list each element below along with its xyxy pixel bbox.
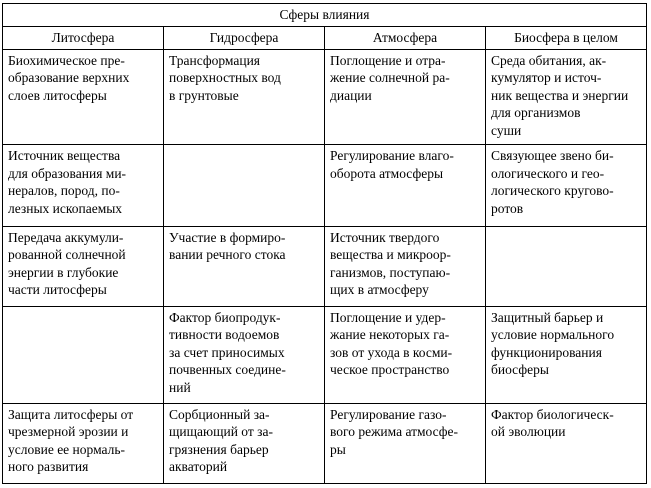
cell-text: Поглощение и удер- жание некоторых га- зов от ухода в косми- ческое пространство [330,309,453,378]
cell-text: Регулирование влаго- оборота атмосферы [330,148,454,181]
cell-text: Регулирование газо- вого режима атмосфе- ры [330,406,459,457]
table-title: Сферы влияния [3,4,647,27]
table-row [3,49,647,145]
table-cell [325,403,486,483]
cell-text: Сорбционный за- щищающий от за- грязнения барьер акваторий [169,406,273,475]
table-cell [3,49,164,145]
table-cell [3,145,164,226]
table-cell [486,403,647,483]
spheres-of-influence-table [2,3,647,484]
table-cell-empty [3,306,164,403]
table-cell-empty [164,145,325,226]
table-cell [164,403,325,483]
cell-text: Биохимическое пре- образование верхних слоев литосферы [8,52,130,103]
cell-text: Источник твердого вещества и микроор- ганизмов, поступаю- щих в атмосферу [330,229,451,298]
table-cell [486,49,647,145]
table-cell [486,145,647,226]
cell-text: Передача аккумули- рованной солнечной энергии в глубокие части литосферы [8,229,126,298]
table-cell-empty [486,226,647,306]
column-header-hydrosphere: Гидросфера [164,27,325,49]
table-row [3,306,647,403]
cell-text: Трансформация поверхностных вод в грунтовые [169,52,281,103]
table-row [3,145,647,226]
cell-text: Связующее звено би- ологического и гео- логического кругово- ротов [491,148,614,216]
table-cell [164,306,325,403]
table-row [3,403,647,483]
cell-text: Защита литосферы от чрезмерной эрозии и условие ее нормаль- ного развития [8,406,134,475]
table-cell [486,306,647,403]
table-cell [3,403,164,483]
table-cell [164,226,325,306]
cell-text: Участие в формиро- вании речного стока [169,229,286,263]
column-header-atmosphere: Атмосфера [325,27,486,49]
cell-text: Защитный барьер и условие нормального функционирования биосферы [491,309,615,378]
column-header-biosphere: Биосфера в целом [486,27,647,49]
cell-text: Источник вещества для образования ми- нералов, пород, по- лезных ископаемых [8,148,127,216]
table-cell [325,49,486,145]
table-cell [325,145,486,226]
cell-text: Поглощение и отра- жение солнечной ра- диации [330,52,450,103]
table-cell [325,226,486,306]
cell-text: Фактор биопродук- тивности водоемов за счет приносимых почвенных соедине- ний [169,309,286,395]
cell-text: Среда обитания, ак- кумулятор и источ- ник вещества и энергии для организмов суши [491,52,629,138]
table-cell [325,306,486,403]
column-header-lithosphere: Литосфера [3,27,164,49]
cell-text: Фактор биологическ- ой эволюции [491,406,614,440]
table-cell [164,49,325,145]
table-cell [3,226,164,306]
table-row [3,226,647,306]
